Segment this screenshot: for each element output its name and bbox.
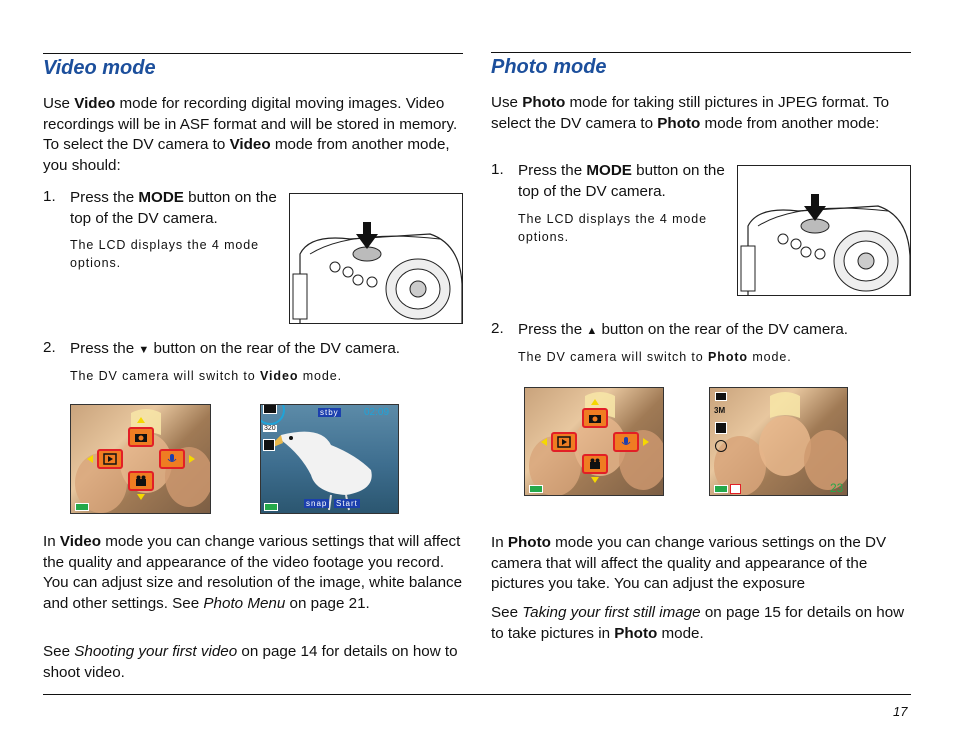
camera-top-illustration <box>289 193 463 324</box>
selector-arrow-right <box>189 455 195 463</box>
photo-intro: Use Photo mode for taking still pictures in JPEG format. To select the DV camera to Photo mode from another mode: <box>491 94 890 132</box>
video-step1-number: 1. <box>43 188 56 205</box>
camcorder-icon <box>263 404 277 414</box>
battery-icon <box>75 503 89 511</box>
video-settings-paragraph: In Video mode you can change various settings that will affect the quality and appearance of the video footage you record. You can adjust size and resolution of the image, white balance and other settings. See Photo Menu on page 21. <box>43 533 463 612</box>
lcd-video-preview <box>260 404 399 514</box>
playback-mode-icon <box>97 449 123 469</box>
down-triangle-icon: ▼ <box>138 344 150 356</box>
audio-mode-icon <box>613 432 639 452</box>
left-top-rule <box>43 53 463 54</box>
start-label: Start <box>336 499 358 508</box>
video-mode-icon <box>582 454 608 474</box>
photo-step2-note: The DV camera will switch to Photo mode. <box>518 350 792 364</box>
footer-rule <box>43 694 911 695</box>
photo-mode-icon <box>582 408 608 428</box>
photo-settings-paragraph: In Photo mode you can change various settings on the DV camera that will affect the quality and appearance of the pictures you take. You can adjust the exposure <box>491 534 887 592</box>
camera-icon <box>715 392 727 401</box>
audio-mode-icon <box>159 449 185 469</box>
page-number: 17 <box>893 704 908 719</box>
resolution-label: 320 <box>264 425 276 432</box>
video-step2-text: Press the ▼ button on the rear of the DV camera. <box>70 340 401 357</box>
selector-arrow-left <box>87 455 93 463</box>
quality-icon <box>715 422 727 434</box>
camera-top-illustration <box>737 165 911 296</box>
video-step2-note: The DV camera will switch to Video mode. <box>70 369 342 383</box>
recording-time: 02:09 <box>364 407 390 418</box>
photo-reference-paragraph: See Taking your first still image on page 15 for details on how to take pictures in Photo mode. <box>491 604 905 642</box>
video-mode-heading: Video mode <box>43 57 156 79</box>
battery-icon <box>714 485 728 493</box>
selector-arrow-down <box>591 477 599 483</box>
selector-arrow-right <box>643 438 649 446</box>
photo-step1-number: 1. <box>491 161 504 178</box>
video-mode-icon <box>128 471 154 491</box>
photo-step1-text: Press the MODE button on the top of the DV camera. <box>518 162 725 200</box>
stby-status: stby <box>320 408 339 417</box>
battery-icon <box>529 485 543 493</box>
video-intro: Use Video mode for recording digital moving images. Video recordings will be in ASF format and will be stored in memory. To select the DV camera to Video mode from another mode, you should: <box>43 95 458 174</box>
right-top-rule <box>491 52 911 53</box>
resolution-label: 3M <box>714 406 726 415</box>
playback-mode-icon <box>551 432 577 452</box>
quality-icon <box>263 439 275 451</box>
photo-step2-number: 2. <box>491 320 504 337</box>
selector-arrow-up <box>137 417 145 423</box>
photo-step2-text: Press the ▲ button on the rear of the DV camera. <box>518 321 849 338</box>
photo-mode-heading: Photo mode <box>491 56 607 78</box>
selector-arrow-down <box>137 494 145 500</box>
photo-mode-icon <box>128 427 154 447</box>
selector-arrow-up <box>591 399 599 405</box>
video-step1-note: The LCD displays the 4 mode options. <box>70 238 259 270</box>
selector-arrow-left <box>541 438 547 446</box>
video-reference-paragraph: See Shooting your first video on page 14 for details on how to shoot video. <box>43 643 458 681</box>
flash-icon <box>715 440 727 452</box>
snap-label: snap <box>306 499 328 508</box>
warning-icon <box>730 484 741 494</box>
video-step2-number: 2. <box>43 339 56 356</box>
lcd-mode-selector-photo <box>524 387 664 496</box>
lcd-photo-preview <box>709 387 848 496</box>
shots-remaining: 23 <box>830 481 844 495</box>
battery-icon <box>264 503 278 511</box>
lcd-mode-selector-video <box>70 404 211 514</box>
up-triangle-icon: ▲ <box>586 325 598 337</box>
photo-step1-note: The LCD displays the 4 mode options. <box>518 212 707 244</box>
video-step1-text: Press the MODE button on the top of the DV camera. <box>70 189 277 227</box>
